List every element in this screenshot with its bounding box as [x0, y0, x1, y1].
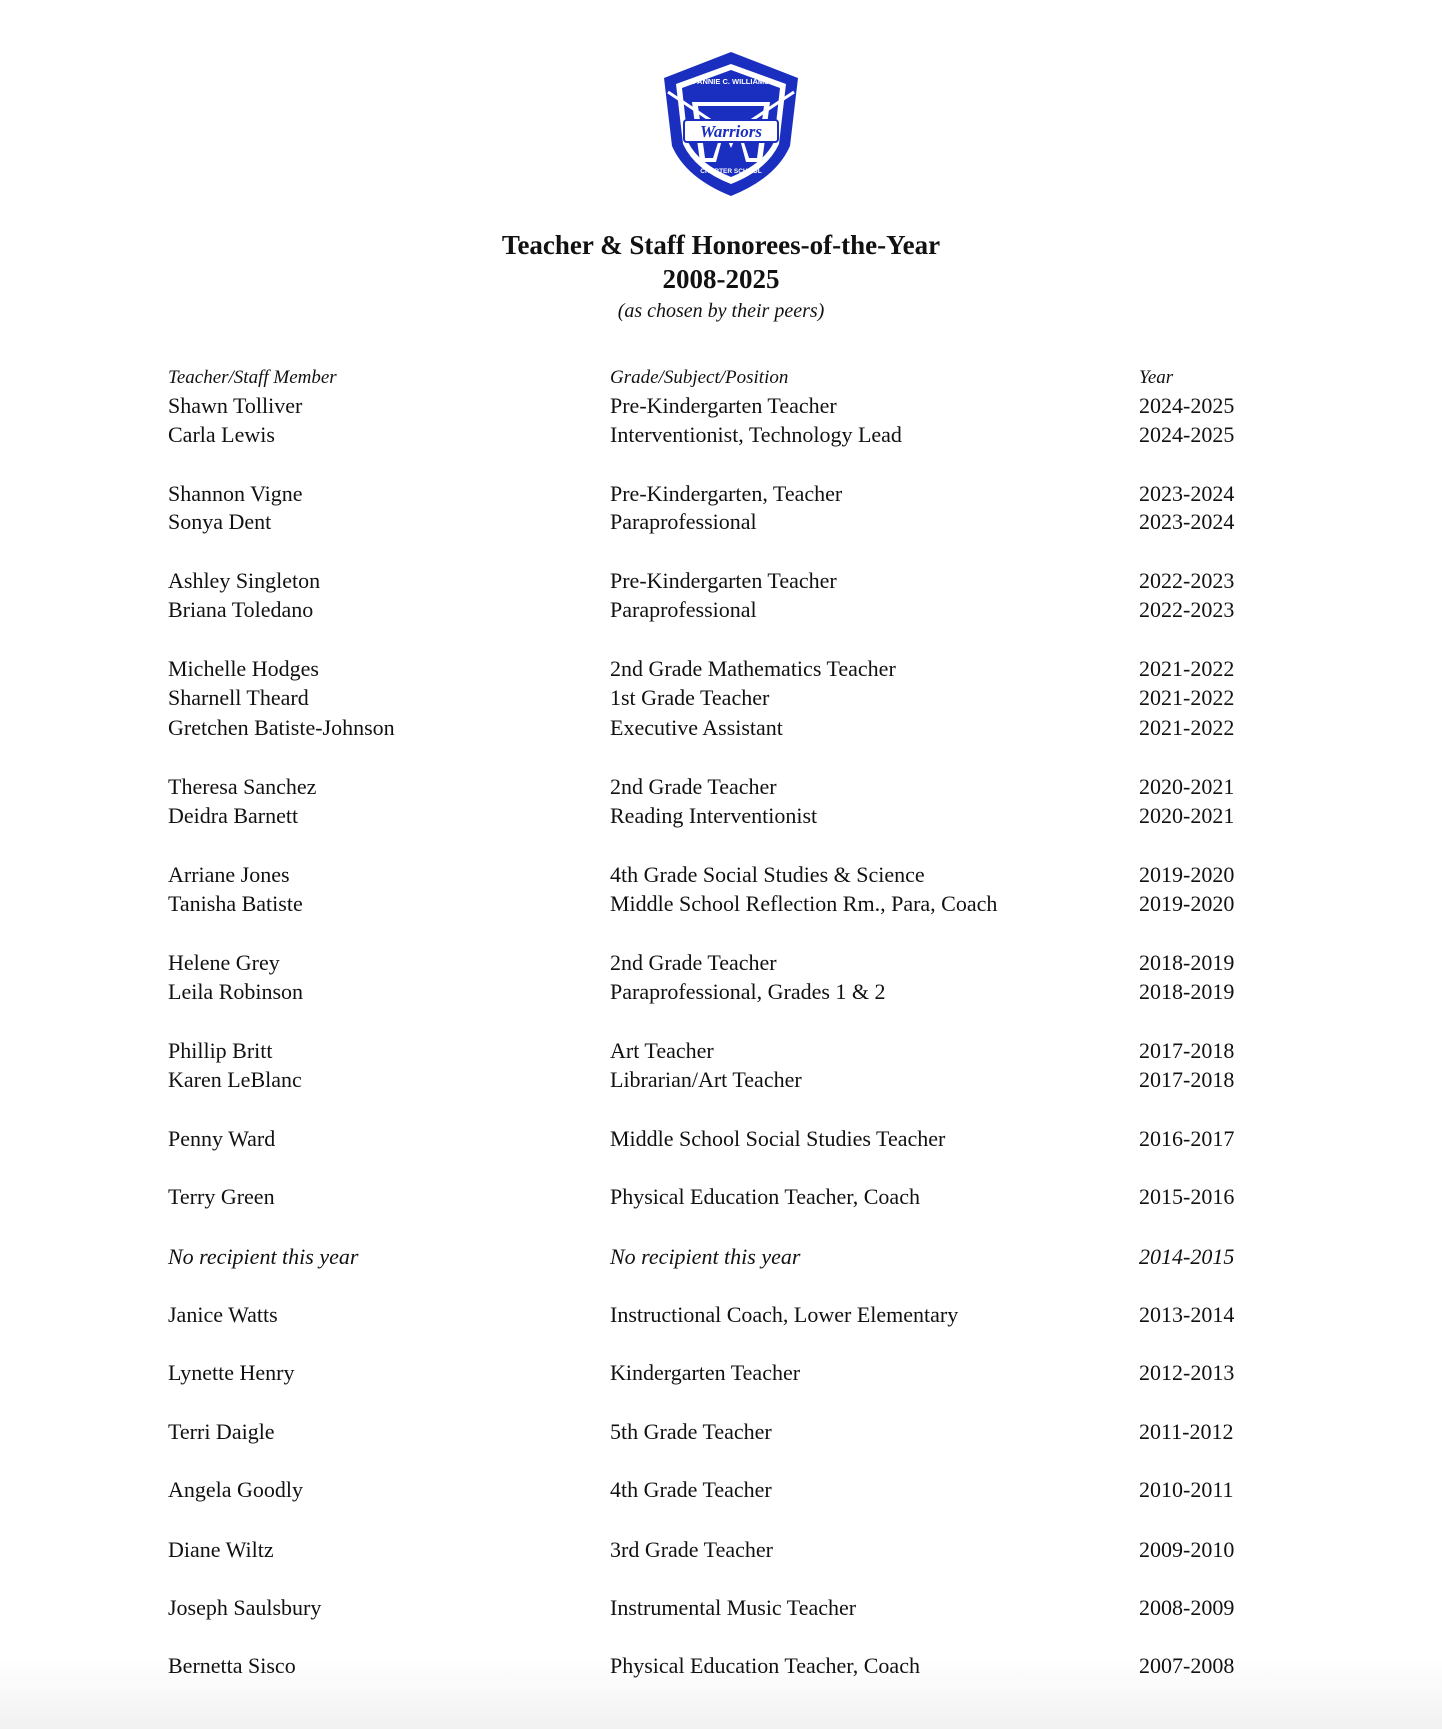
honoree-name: Karen LeBlanc — [168, 1067, 302, 1092]
honoree-position: 2nd Grade Teacher — [610, 774, 777, 799]
honoree-name: Diane Wiltz — [168, 1537, 274, 1562]
logo-bottom-text: CHARTER SCHOOL — [700, 168, 762, 175]
honoree-position: Art Teacher — [610, 1038, 714, 1063]
honoree-position: Physical Education Teacher, Coach — [610, 1653, 920, 1678]
honoree-year: 2019-2020 — [1139, 891, 1235, 916]
page-subtitle-note: (as chosen by their peers) — [617, 300, 825, 322]
honoree-year: 2020-2021 — [1139, 803, 1235, 828]
honoree-name: Theresa Sanchez — [168, 774, 317, 799]
honoree-name: Penny Ward — [168, 1126, 276, 1151]
honoree-name: Leila Robinson — [168, 979, 304, 1004]
table-row — [0, 568, 1442, 596]
logo-top-text: FANNIE C. WILLIAMS — [692, 77, 770, 86]
table-row — [0, 597, 1442, 625]
honoree-position: Pre-Kindergarten, Teacher — [610, 481, 843, 506]
honoree-position: 3rd Grade Teacher — [610, 1537, 773, 1562]
honoree-name: Tanisha Batiste — [168, 891, 303, 916]
table-row — [0, 1038, 1442, 1066]
honoree-name: Phillip Britt — [168, 1038, 273, 1063]
table-row — [0, 656, 1442, 684]
honoree-name: Ashley Singleton — [168, 568, 321, 593]
honoree-position: Middle School Social Studies Teacher — [610, 1126, 946, 1151]
honoree-year: 2020-2021 — [1139, 774, 1235, 799]
honoree-year: 2016-2017 — [1139, 1126, 1235, 1151]
honoree-name: Michelle Hodges — [168, 656, 319, 681]
table-row — [0, 1477, 1442, 1505]
table-row — [0, 862, 1442, 890]
honoree-position: Librarian/Art Teacher — [610, 1067, 802, 1092]
honoree-name: Terri Daigle — [168, 1419, 275, 1444]
honoree-position: Paraprofessional, Grades 1 & 2 — [610, 979, 886, 1004]
honoree-name: Carla Lewis — [168, 422, 275, 447]
honoree-position: 2nd Grade Teacher — [610, 950, 777, 975]
honoree-year: 2021-2022 — [1139, 685, 1235, 710]
honoree-name: Janice Watts — [168, 1302, 278, 1327]
table-row — [0, 422, 1442, 450]
table-row — [0, 685, 1442, 713]
honoree-name: Deidra Barnett — [168, 803, 299, 828]
honoree-position: 4th Grade Teacher — [610, 1477, 772, 1502]
table-row — [0, 481, 1442, 509]
table-row — [0, 891, 1442, 919]
table-row — [0, 1537, 1442, 1565]
honoree-name: Bernetta Sisco — [168, 1653, 296, 1678]
table-row — [0, 1653, 1442, 1681]
honoree-year: 2021-2022 — [1139, 656, 1235, 681]
honoree-year: 2018-2019 — [1139, 979, 1235, 1004]
page-year-range: 2008-2025 — [662, 264, 780, 294]
honoree-name: Joseph Saulsbury — [168, 1595, 322, 1620]
honoree-position: Kindergarten Teacher — [610, 1360, 801, 1385]
honoree-name: Lynette Henry — [168, 1360, 295, 1385]
honoree-position: Physical Education Teacher, Coach — [610, 1184, 920, 1209]
honoree-year: 2024-2025 — [1139, 393, 1235, 418]
honoree-year: 2018-2019 — [1139, 950, 1235, 975]
honoree-position: Pre-Kindergarten Teacher — [610, 393, 837, 418]
honoree-year: 2017-2018 — [1139, 1067, 1235, 1092]
table-row — [0, 715, 1442, 743]
honoree-name: Arriane Jones — [168, 862, 290, 887]
honoree-position: No recipient this year — [610, 1244, 801, 1269]
table-row — [0, 1244, 1442, 1272]
table-row — [0, 509, 1442, 537]
honoree-year: 2022-2023 — [1139, 597, 1235, 622]
honoree-name: Briana Toledano — [168, 597, 314, 622]
column-header-year: Year — [1139, 367, 1174, 388]
table-row — [0, 950, 1442, 978]
honoree-year: 2014-2015 — [1139, 1244, 1235, 1269]
table-row — [0, 393, 1442, 421]
school-crest-logo-icon — [658, 50, 804, 198]
honoree-year: 2021-2022 — [1139, 715, 1235, 740]
table-row — [0, 1360, 1442, 1388]
column-header-member: Teacher/Staff Member — [168, 367, 337, 388]
honoree-position: Instructional Coach, Lower Elementary — [610, 1302, 959, 1327]
honoree-position: Instrumental Music Teacher — [610, 1595, 857, 1620]
honoree-position: Reading Interventionist — [610, 803, 818, 828]
table-row — [0, 774, 1442, 802]
table-row — [0, 979, 1442, 1007]
honoree-year: 2008-2009 — [1139, 1595, 1235, 1620]
honoree-position: Paraprofessional — [610, 509, 757, 534]
honoree-year: 2024-2025 — [1139, 422, 1235, 447]
honoree-year: 2010-2011 — [1139, 1477, 1234, 1502]
honoree-position: 1st Grade Teacher — [610, 685, 770, 710]
honoree-position: 2nd Grade Mathematics Teacher — [610, 656, 896, 681]
honoree-position: Middle School Reflection Rm., Para, Coach — [610, 891, 998, 916]
honoree-position: 4th Grade Social Studies & Science — [610, 862, 925, 887]
honoree-year: 2023-2024 — [1139, 509, 1235, 534]
honoree-year: 2023-2024 — [1139, 481, 1235, 506]
honoree-year: 2011-2012 — [1139, 1419, 1234, 1444]
logo-banner-text: Warriors — [699, 122, 763, 141]
honoree-year: 2009-2010 — [1139, 1537, 1235, 1562]
honoree-year: 2022-2023 — [1139, 568, 1235, 593]
honoree-name: Angela Goodly — [168, 1477, 304, 1502]
honoree-position: Executive Assistant — [610, 715, 783, 740]
honoree-position: 5th Grade Teacher — [610, 1419, 772, 1444]
column-header-position: Grade/Subject/Position — [610, 367, 789, 388]
honoree-year: 2012-2013 — [1139, 1360, 1235, 1385]
honoree-name: Shannon Vigne — [168, 481, 303, 506]
page-title: Teacher & Staff Honorees-of-the-Year — [501, 230, 941, 260]
table-row — [0, 1419, 1442, 1447]
table-row — [0, 1595, 1442, 1623]
honoree-name: Sharnell Theard — [168, 685, 309, 710]
honoree-position: Paraprofessional — [610, 597, 757, 622]
table-row — [0, 1067, 1442, 1095]
table-row — [0, 1184, 1442, 1212]
honoree-year: 2017-2018 — [1139, 1038, 1235, 1063]
honoree-name: No recipient this year — [168, 1244, 359, 1269]
table-row — [0, 1302, 1442, 1330]
honoree-year: 2007-2008 — [1139, 1653, 1235, 1678]
table-row — [0, 803, 1442, 831]
honoree-name: Gretchen Batiste-Johnson — [168, 715, 395, 740]
honoree-year: 2019-2020 — [1139, 862, 1235, 887]
honoree-position: Interventionist, Technology Lead — [610, 422, 902, 447]
honoree-position: Pre-Kindergarten Teacher — [610, 568, 837, 593]
honoree-name: Shawn Tolliver — [168, 393, 303, 418]
honoree-year: 2015-2016 — [1139, 1184, 1235, 1209]
table-row — [0, 1126, 1442, 1154]
honoree-name: Sonya Dent — [168, 509, 272, 534]
honoree-name: Helene Grey — [168, 950, 280, 975]
honoree-year: 2013-2014 — [1139, 1302, 1235, 1327]
honoree-name: Terry Green — [168, 1184, 275, 1209]
